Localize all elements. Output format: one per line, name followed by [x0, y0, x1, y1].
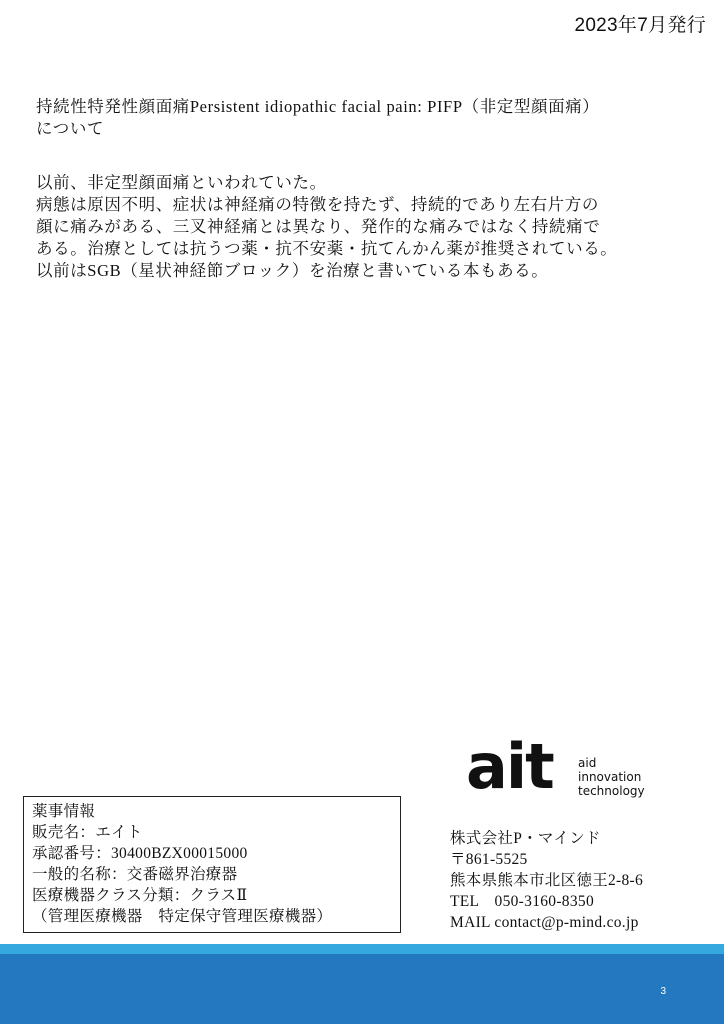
regulatory-heading: 薬事情報	[32, 803, 96, 820]
article	[36, 96, 704, 282]
regulatory-line: 医療機器クラス分類：クラスⅡ	[32, 887, 248, 904]
company-email: MAIL contact@p-mind.co.jp	[450, 914, 639, 931]
regulatory-line: 販売名：エイト	[32, 824, 143, 841]
regulatory-line: 承認番号：30400BZX00015000	[32, 845, 248, 862]
company-info	[450, 828, 643, 933]
logo-tagline-line: aid	[578, 756, 597, 770]
page-number: 3	[660, 986, 666, 997]
company-postal-code: 〒861-5525	[450, 851, 528, 868]
title-line: について	[36, 119, 105, 138]
regulatory-info-box	[23, 796, 401, 933]
body-line: 以前はSGB（星状神経節ブロック）を治療と書いている本もある。	[36, 261, 549, 280]
article-title	[36, 96, 704, 140]
article-body	[36, 172, 704, 282]
logo-tagline-line: innovation	[578, 770, 642, 784]
logo-wordmark: ait	[466, 730, 553, 803]
logo-tagline-line: technology	[578, 784, 645, 798]
body-line: 以前、非定型顔面痛といわれていた。	[36, 173, 327, 192]
ait-logo	[466, 730, 666, 810]
footer-accent-stripe	[0, 944, 724, 954]
footer-band	[0, 954, 724, 1024]
regulatory-line: （管理医療機器 特定保守管理医療機器）	[32, 908, 333, 925]
body-line: ある。治療としては抗うつ薬・抗不安薬・抗てんかん薬が推奨されている。	[36, 239, 618, 258]
body-line: 病態は原因不明、症状は神経痛の特徴を持たず、持続的であり左右片方の	[36, 195, 599, 214]
issue-date: 2023年7月発行	[574, 15, 706, 36]
company-address: 熊本県熊本市北区徳王2-8-6	[450, 872, 644, 889]
company-phone: TEL 050-3160-8350	[450, 893, 595, 910]
title-line: 持続性特発性顔面痛Persistent idiopathic facial pain: PIFP（非定型顔面痛）	[36, 97, 600, 116]
company-name: 株式会社P・マインド	[450, 830, 601, 847]
body-line: 顔に痛みがある、三叉神経痛とは異なり、発作的な痛みではなく持続痛で	[36, 217, 601, 236]
regulatory-line: 一般的名称：交番磁界治療器	[32, 866, 238, 883]
logo-tagline	[578, 756, 645, 798]
